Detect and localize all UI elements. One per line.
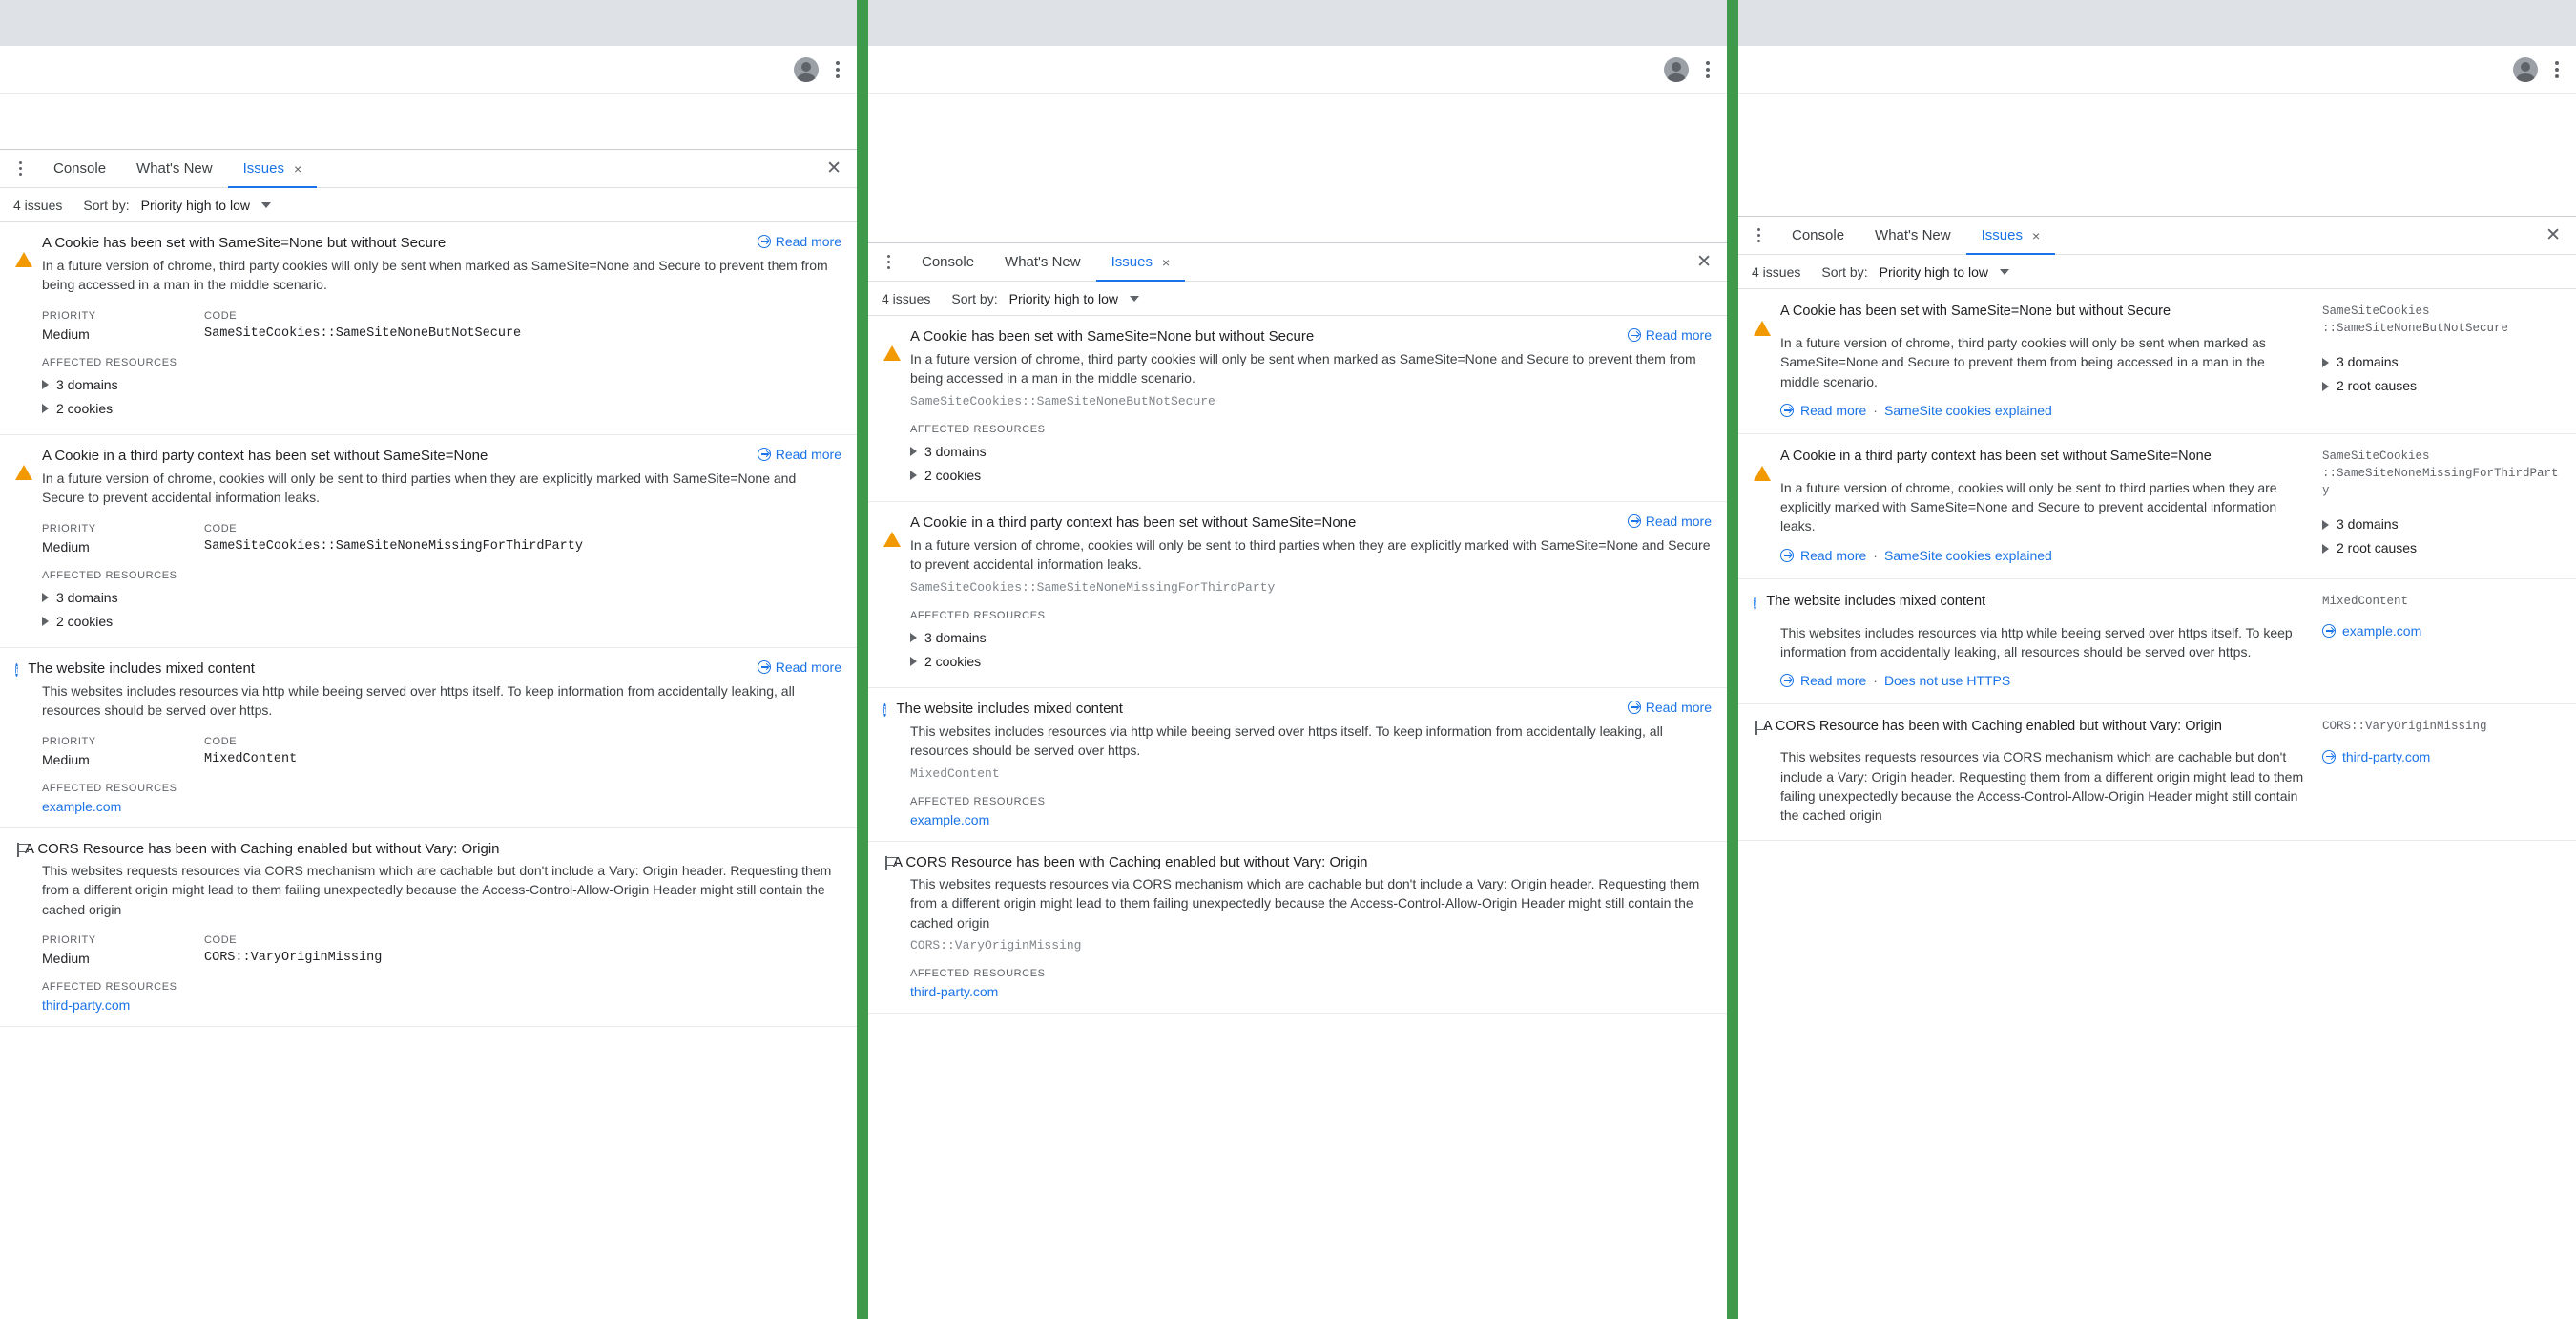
- external-link-icon: [758, 448, 771, 461]
- drawer-more-icon[interactable]: [1748, 228, 1769, 242]
- external-link-icon: [758, 235, 771, 248]
- code-value: MixedContent: [204, 751, 298, 766]
- browser-tabstrip: [868, 0, 1727, 46]
- resource-link[interactable]: [2322, 623, 2561, 639]
- link-separator: ·: [1873, 402, 1878, 418]
- code-column: [204, 736, 297, 767]
- issue-count: 4 issues: [13, 197, 63, 213]
- resource-tree-item[interactable]: [2322, 536, 2561, 560]
- code-value: SameSiteCookies::SameSiteNoneMissingForThirdParty: [910, 579, 1276, 595]
- browser-toolbar: [0, 46, 857, 94]
- external-link-icon: [1780, 549, 1794, 562]
- tab-whats-new-label: What's New: [1005, 254, 1081, 270]
- external-link-icon: [758, 660, 771, 674]
- issue-item[interactable]: [1738, 579, 2576, 705]
- priority-label: PRIORITY: [42, 309, 96, 322]
- issue-item[interactable]: [1738, 434, 2576, 579]
- resource-tree-item[interactable]: [42, 610, 841, 634]
- chevron-down-icon[interactable]: [2000, 269, 2009, 275]
- code-value-line2: ::SameSiteNoneButNotSecure: [2322, 322, 2509, 336]
- affected-resources: [910, 424, 1712, 488]
- resource-label: 2 cookies: [924, 467, 982, 483]
- tab-whats-new[interactable]: [989, 243, 1096, 282]
- tab-whats-new-label: What's New: [136, 160, 213, 177]
- tab-console-label: Console: [1792, 227, 1845, 243]
- read-more-link[interactable]: Read more: [1800, 673, 1867, 689]
- code-value: MixedContent: [910, 765, 1000, 781]
- code-value-line1: MixedContent: [2322, 594, 2409, 608]
- chevron-right-icon: [42, 617, 49, 626]
- external-link-icon: [1628, 514, 1641, 528]
- resource-tree-item[interactable]: [2322, 374, 2561, 398]
- issue-description: In a future version of chrome, cookies will only be sent to third parties when they are explicitly marked with SameSite=None and Secure to prevent accidental information leaks.: [42, 470, 797, 506]
- priority-label: PRIORITY: [42, 933, 96, 946]
- panel-variant-one: [0, 0, 857, 1319]
- issue-title: A CORS Resource has been with Caching enabled but without Vary: Origin: [893, 853, 1368, 870]
- issue-links: [1780, 673, 2307, 688]
- external-link-icon: [1780, 674, 1794, 687]
- resource-label: 2 root causes: [2337, 540, 2418, 556]
- affected-resources: [910, 610, 1712, 674]
- code-value-line2: ::SameSiteNoneMissingForThirdParty: [2322, 467, 2559, 498]
- warning-icon: [1754, 304, 1771, 322]
- external-link-icon: [1628, 328, 1641, 342]
- resource-link[interactable]: example.com: [42, 798, 122, 814]
- tab-issues[interactable]: [1966, 217, 2056, 255]
- external-link-icon: [1628, 701, 1641, 714]
- issue-description: In a future version of chrome, third party cookies will only be sent when marked as SameSite=None and Secure to prevent them from being accessed in a man in the middle scenario.: [910, 351, 1696, 387]
- issue-links: [1780, 403, 2307, 418]
- issue-item[interactable]: [0, 222, 857, 435]
- affected-resources-label: AFFECTED RESOURCES: [42, 980, 177, 993]
- read-more-link[interactable]: [758, 447, 841, 462]
- extra-doc-link[interactable]: Does not use HTTPS: [1883, 673, 2011, 689]
- read-more-link[interactable]: [758, 660, 841, 675]
- link-separator: ·: [1873, 547, 1878, 563]
- code-column: [204, 310, 521, 342]
- affected-resources-label: AFFECTED RESOURCES: [42, 569, 177, 581]
- issue-title: A CORS Resource has been with Caching enabled but without Vary: Origin: [25, 840, 500, 857]
- code-value: CORS::VaryOriginMissing: [910, 937, 1082, 953]
- affected-resources-label: AFFECTED RESOURCES: [910, 967, 1046, 979]
- issue-title: A Cookie has been set with SameSite=None but without Secure: [1780, 304, 2171, 319]
- tab-issues-label: Issues: [1981, 227, 2023, 243]
- resource-tree-item[interactable]: [910, 440, 1712, 464]
- code-column: [204, 523, 583, 555]
- issues-list: [868, 316, 1727, 1014]
- tab-close-icon[interactable]: ×: [2031, 227, 2041, 243]
- affected-resources-label: AFFECTED RESOURCES: [910, 795, 1046, 807]
- affected-resources: [42, 570, 841, 634]
- tab-whats-new[interactable]: [1859, 217, 1966, 255]
- affected-resources: [910, 796, 1712, 827]
- chevron-right-icon: [910, 447, 917, 456]
- resource-link[interactable]: example.com: [910, 811, 990, 827]
- read-more-link[interactable]: [758, 234, 841, 249]
- affected-resources: [910, 968, 1712, 999]
- read-more-label: Read more: [775, 659, 841, 675]
- sort-label: Sort by:: [951, 290, 998, 306]
- browser-tabstrip: [1738, 0, 2576, 46]
- info-icon: i: [1754, 596, 1757, 610]
- devtools-drawer: [1738, 216, 2576, 841]
- tab-issues-label: Issues: [1111, 254, 1153, 270]
- resource-link[interactable]: third-party.com: [42, 996, 131, 1013]
- devtools-tabbar: [0, 150, 857, 188]
- resource-tree-item[interactable]: [910, 464, 1712, 488]
- issue-item[interactable]: [0, 435, 857, 648]
- resource-label: 3 domains: [924, 629, 987, 645]
- issue-count: 4 issues: [1752, 263, 1801, 280]
- sort-control[interactable]: [1821, 264, 2009, 280]
- priority-column: [42, 934, 204, 966]
- priority-label: PRIORITY: [42, 522, 96, 534]
- read-more-label: Read more: [775, 446, 841, 462]
- issue-description: In a future version of chrome, cookies will only be sent to third parties when they are explicitly marked with SameSite=None and Secure to prevent accidental information leaks.: [910, 536, 1711, 573]
- info-icon: i: [883, 702, 887, 717]
- chevron-right-icon: [2322, 382, 2329, 391]
- issue-item[interactable]: [868, 316, 1727, 502]
- read-more-label: Read more: [775, 234, 841, 249]
- devtools-drawer: [0, 149, 857, 1027]
- priority-value: Medium: [42, 751, 90, 767]
- read-more-label: Read more: [1645, 513, 1712, 529]
- resource-label: third-party.com: [2342, 748, 2431, 764]
- sort-control[interactable]: [951, 291, 1139, 306]
- resource-label: 3 domains: [924, 443, 987, 459]
- code-label: CODE: [204, 522, 238, 534]
- affected-resources: [42, 357, 841, 421]
- code-value-line1: CORS::VaryOriginMissing: [2322, 720, 2487, 734]
- read-more-link[interactable]: Read more: [1800, 402, 1867, 418]
- resource-label: 2 cookies: [56, 400, 114, 416]
- issue-description: In a future version of chrome, third party cookies will only be sent when marked as SameSite=None and Secure to prevent them from being accessed in a man in the middle scenario.: [1780, 335, 2266, 389]
- affected-resources-label: AFFECTED RESOURCES: [910, 423, 1046, 435]
- tab-close-icon[interactable]: ×: [1161, 254, 1171, 270]
- tab-close-icon[interactable]: ×: [293, 160, 302, 177]
- tab-issues[interactable]: [228, 150, 318, 188]
- drawer-more-icon[interactable]: [10, 161, 31, 176]
- page-content-area: [0, 94, 857, 149]
- chevron-right-icon: [2322, 544, 2329, 554]
- code-label: CODE: [204, 933, 238, 946]
- issue-item[interactable]: [868, 688, 1727, 842]
- code-value: SameSiteCookies::SameSiteNoneButNotSecure: [204, 325, 522, 341]
- affected-resources: [2322, 350, 2561, 398]
- issues-toolbar: [868, 282, 1727, 316]
- read-more-label: Read more: [1645, 699, 1712, 715]
- chevron-down-icon[interactable]: [261, 202, 271, 208]
- resource-label: 3 domains: [2337, 354, 2399, 370]
- resource-label: 2 cookies: [56, 613, 114, 629]
- issue-description: In a future version of chrome, cookies will only be sent to third parties when they are explicitly marked with SameSite=None and Secure to prevent accidental information leaks.: [1780, 479, 2277, 534]
- issue-title: A Cookie in a third party context has been set without SameSite=None: [910, 513, 1357, 531]
- read-more-link[interactable]: [1628, 700, 1712, 715]
- sort-label: Sort by:: [83, 197, 130, 213]
- issue-title: A CORS Resource has been with Caching enabled but without Vary: Origin: [1763, 719, 2222, 735]
- tab-whats-new-label: What's New: [1875, 227, 1951, 243]
- affected-resources-label: AFFECTED RESOURCES: [42, 782, 177, 794]
- devtools-tabbar: [1738, 217, 2576, 255]
- tab-issues[interactable]: [1096, 243, 1186, 282]
- extra-doc-link[interactable]: SameSite cookies explained: [1883, 402, 2052, 418]
- issue-item[interactable]: [868, 502, 1727, 688]
- read-more-link[interactable]: [1628, 327, 1712, 343]
- warning-icon: [15, 236, 32, 253]
- affected-resources-label: AFFECTED RESOURCES: [910, 609, 1046, 621]
- tab-console[interactable]: [1776, 217, 1859, 255]
- resource-tree-item[interactable]: [910, 626, 1712, 650]
- link-separator: ·: [1873, 673, 1878, 689]
- chevron-right-icon: [42, 380, 49, 389]
- issue-count: 4 issues: [882, 290, 931, 306]
- panel-variant-two: [868, 0, 1727, 1319]
- issues-list: [0, 222, 857, 1027]
- resource-tree-item[interactable]: [2322, 350, 2561, 374]
- resource-label: 3 domains: [56, 589, 118, 605]
- issue-title: A Cookie has been set with SameSite=None but without Secure: [42, 235, 447, 251]
- issue-title: The website includes mixed content: [28, 660, 255, 677]
- kebab-menu-icon[interactable]: [1706, 61, 1710, 78]
- issue-description: This websites requests resources via CORS mechanism which are cachable but don't include a Vary: Origin header. Requesting them from a different origin might lead to them failing unexpectedly because the Access-Control-Allow-Origin Header might still contain the cached origin: [42, 863, 832, 917]
- devtools-drawer: [868, 242, 1727, 1014]
- code-value-line1: SameSiteCookies: [2322, 449, 2430, 463]
- kebab-menu-icon[interactable]: [2555, 61, 2559, 78]
- resource-link[interactable]: [2322, 749, 2561, 764]
- priority-column: [42, 310, 204, 342]
- tab-console[interactable]: [906, 243, 989, 282]
- issue-description: This websites includes resources via http while beeing served over https itself. To keep information from accidentally leaking, all resources should be served over https.: [1780, 624, 2293, 660]
- sort-value: Priority high to low: [1008, 290, 1118, 306]
- avatar-icon[interactable]: [2513, 57, 2538, 82]
- resource-label: 3 domains: [2337, 516, 2399, 533]
- resource-link[interactable]: third-party.com: [910, 983, 999, 999]
- resource-tree-item[interactable]: [42, 586, 841, 610]
- tab-issues-label: Issues: [242, 160, 284, 177]
- issues-list: [1738, 289, 2576, 841]
- priority-value: Medium: [42, 325, 90, 342]
- affected-resources: [2322, 513, 2561, 560]
- priority-column: [42, 523, 204, 555]
- affected-resources: [2322, 623, 2561, 639]
- warning-icon: [883, 515, 901, 533]
- issue-item[interactable]: [1738, 289, 2576, 434]
- drawer-close-icon[interactable]: ✕: [1696, 252, 1712, 272]
- chevron-right-icon: [910, 657, 917, 666]
- issue-description: This websites requests resources via CORS mechanism which are cachable but don't include a Vary: Origin header. Requesting them from a different origin might lead to them failing unexpectedly because the Access-Control-Allow-Origin Header might still contain the cached origin: [910, 876, 1700, 931]
- issue-description: This websites includes resources via http while beeing served over https itself. To keep information from accidentally leaking, all resources should be served over https.: [42, 682, 795, 719]
- resource-tree-item[interactable]: [2322, 513, 2561, 536]
- external-link-icon: [2322, 624, 2336, 638]
- avatar-icon[interactable]: [794, 57, 819, 82]
- read-more-label: Read more: [1645, 327, 1712, 343]
- browser-toolbar: [868, 46, 1727, 94]
- resource-tree-item[interactable]: [910, 650, 1712, 674]
- info-icon: i: [15, 662, 19, 677]
- panel-variant-three: [1738, 0, 2576, 1319]
- code-value: SameSiteCookies::SameSiteNoneMissingForThirdParty: [204, 538, 583, 554]
- code-column: [204, 934, 382, 966]
- chevron-down-icon[interactable]: [1130, 296, 1139, 302]
- chevron-right-icon: [2322, 358, 2329, 367]
- tab-console[interactable]: [38, 150, 121, 188]
- chevron-right-icon: [42, 404, 49, 413]
- affected-resources: [2322, 749, 2561, 764]
- issue-item[interactable]: [0, 648, 857, 828]
- external-link-icon: [1780, 404, 1794, 417]
- warning-icon: [883, 329, 901, 346]
- chevron-right-icon: [910, 471, 917, 480]
- issue-description: This websites includes resources via http while beeing served over https itself. To keep information from accidentally leaking, all resources should be served over https.: [910, 722, 1663, 759]
- priority-value: Medium: [42, 538, 90, 555]
- sort-control[interactable]: [83, 198, 271, 213]
- resource-label: 2 root causes: [2337, 378, 2418, 394]
- resource-label: 3 domains: [56, 376, 118, 392]
- code-label: CODE: [204, 309, 238, 322]
- sort-value: Priority high to low: [1879, 263, 1988, 280]
- code-value: CORS::VaryOriginMissing: [204, 950, 383, 965]
- resource-label: 2 cookies: [924, 653, 982, 669]
- issue-item[interactable]: [1738, 704, 2576, 841]
- issue-item[interactable]: [868, 842, 1727, 1014]
- page-content-area: [868, 94, 1727, 242]
- tab-console-label: Console: [53, 160, 107, 177]
- code-value-line1: SameSiteCookies: [2322, 304, 2430, 318]
- issue-item[interactable]: [0, 828, 857, 1027]
- resource-label: example.com: [2342, 622, 2422, 639]
- affected-resources: [42, 981, 841, 1013]
- issue-title: A Cookie in a third party context has been set without SameSite=None: [42, 447, 488, 464]
- issue-description: In a future version of chrome, third party cookies will only be sent when marked as SameSite=None and Secure to prevent them from being accessed in a man in the middle scenario.: [42, 258, 828, 293]
- avatar-icon[interactable]: [1664, 57, 1689, 82]
- extra-doc-link[interactable]: SameSite cookies explained: [1883, 547, 2052, 563]
- drawer-close-icon[interactable]: ✕: [2545, 225, 2561, 245]
- affected-resources: [42, 783, 841, 814]
- issue-title: A Cookie has been set with SameSite=None but without Secure: [910, 328, 1315, 345]
- drawer-close-icon[interactable]: ✕: [826, 158, 841, 178]
- issues-toolbar: [1738, 255, 2576, 289]
- read-more-link[interactable]: Read more: [1800, 547, 1867, 563]
- kebab-menu-icon[interactable]: [836, 61, 840, 78]
- priority-column: [42, 736, 204, 767]
- external-link-icon: [2322, 750, 2336, 764]
- chevron-right-icon: [910, 633, 917, 642]
- resource-tree-item[interactable]: [42, 397, 841, 421]
- code-label: CODE: [204, 735, 238, 747]
- tab-whats-new[interactable]: [121, 150, 228, 188]
- issue-description: This websites requests resources via CORS mechanism which are cachable but don't include a Vary: Origin header. Requesting them from a different origin might lead to them failing unexpectedly because the Access-Control-Allow-Origin Header might still contain the cached origin: [1780, 749, 2304, 824]
- issues-toolbar: [0, 188, 857, 222]
- chevron-right-icon: [42, 593, 49, 602]
- page-content-area: [1738, 94, 2576, 216]
- devtools-tabbar: [868, 243, 1727, 282]
- priority-label: PRIORITY: [42, 735, 96, 747]
- warning-icon: [15, 449, 32, 466]
- issue-title: A Cookie in a third party context has been set without SameSite=None: [1780, 448, 2212, 464]
- code-value: SameSiteCookies::SameSiteNoneButNotSecure: [910, 393, 1215, 408]
- issue-title: The website includes mixed content: [896, 700, 1123, 717]
- chevron-right-icon: [2322, 520, 2329, 530]
- sort-value: Priority high to low: [140, 197, 250, 213]
- issue-links: [1780, 548, 2307, 563]
- affected-resources-label: AFFECTED RESOURCES: [42, 356, 177, 368]
- warning-icon: [1754, 450, 1771, 467]
- sort-label: Sort by:: [1821, 263, 1868, 280]
- resource-tree-item[interactable]: [42, 373, 841, 397]
- issue-title: The website includes mixed content: [1766, 593, 1986, 609]
- read-more-link[interactable]: [1628, 513, 1712, 529]
- browser-tabstrip: [0, 0, 857, 46]
- drawer-more-icon[interactable]: [878, 255, 899, 269]
- browser-toolbar: [1738, 46, 2576, 94]
- priority-value: Medium: [42, 950, 90, 966]
- tab-console-label: Console: [922, 254, 975, 270]
